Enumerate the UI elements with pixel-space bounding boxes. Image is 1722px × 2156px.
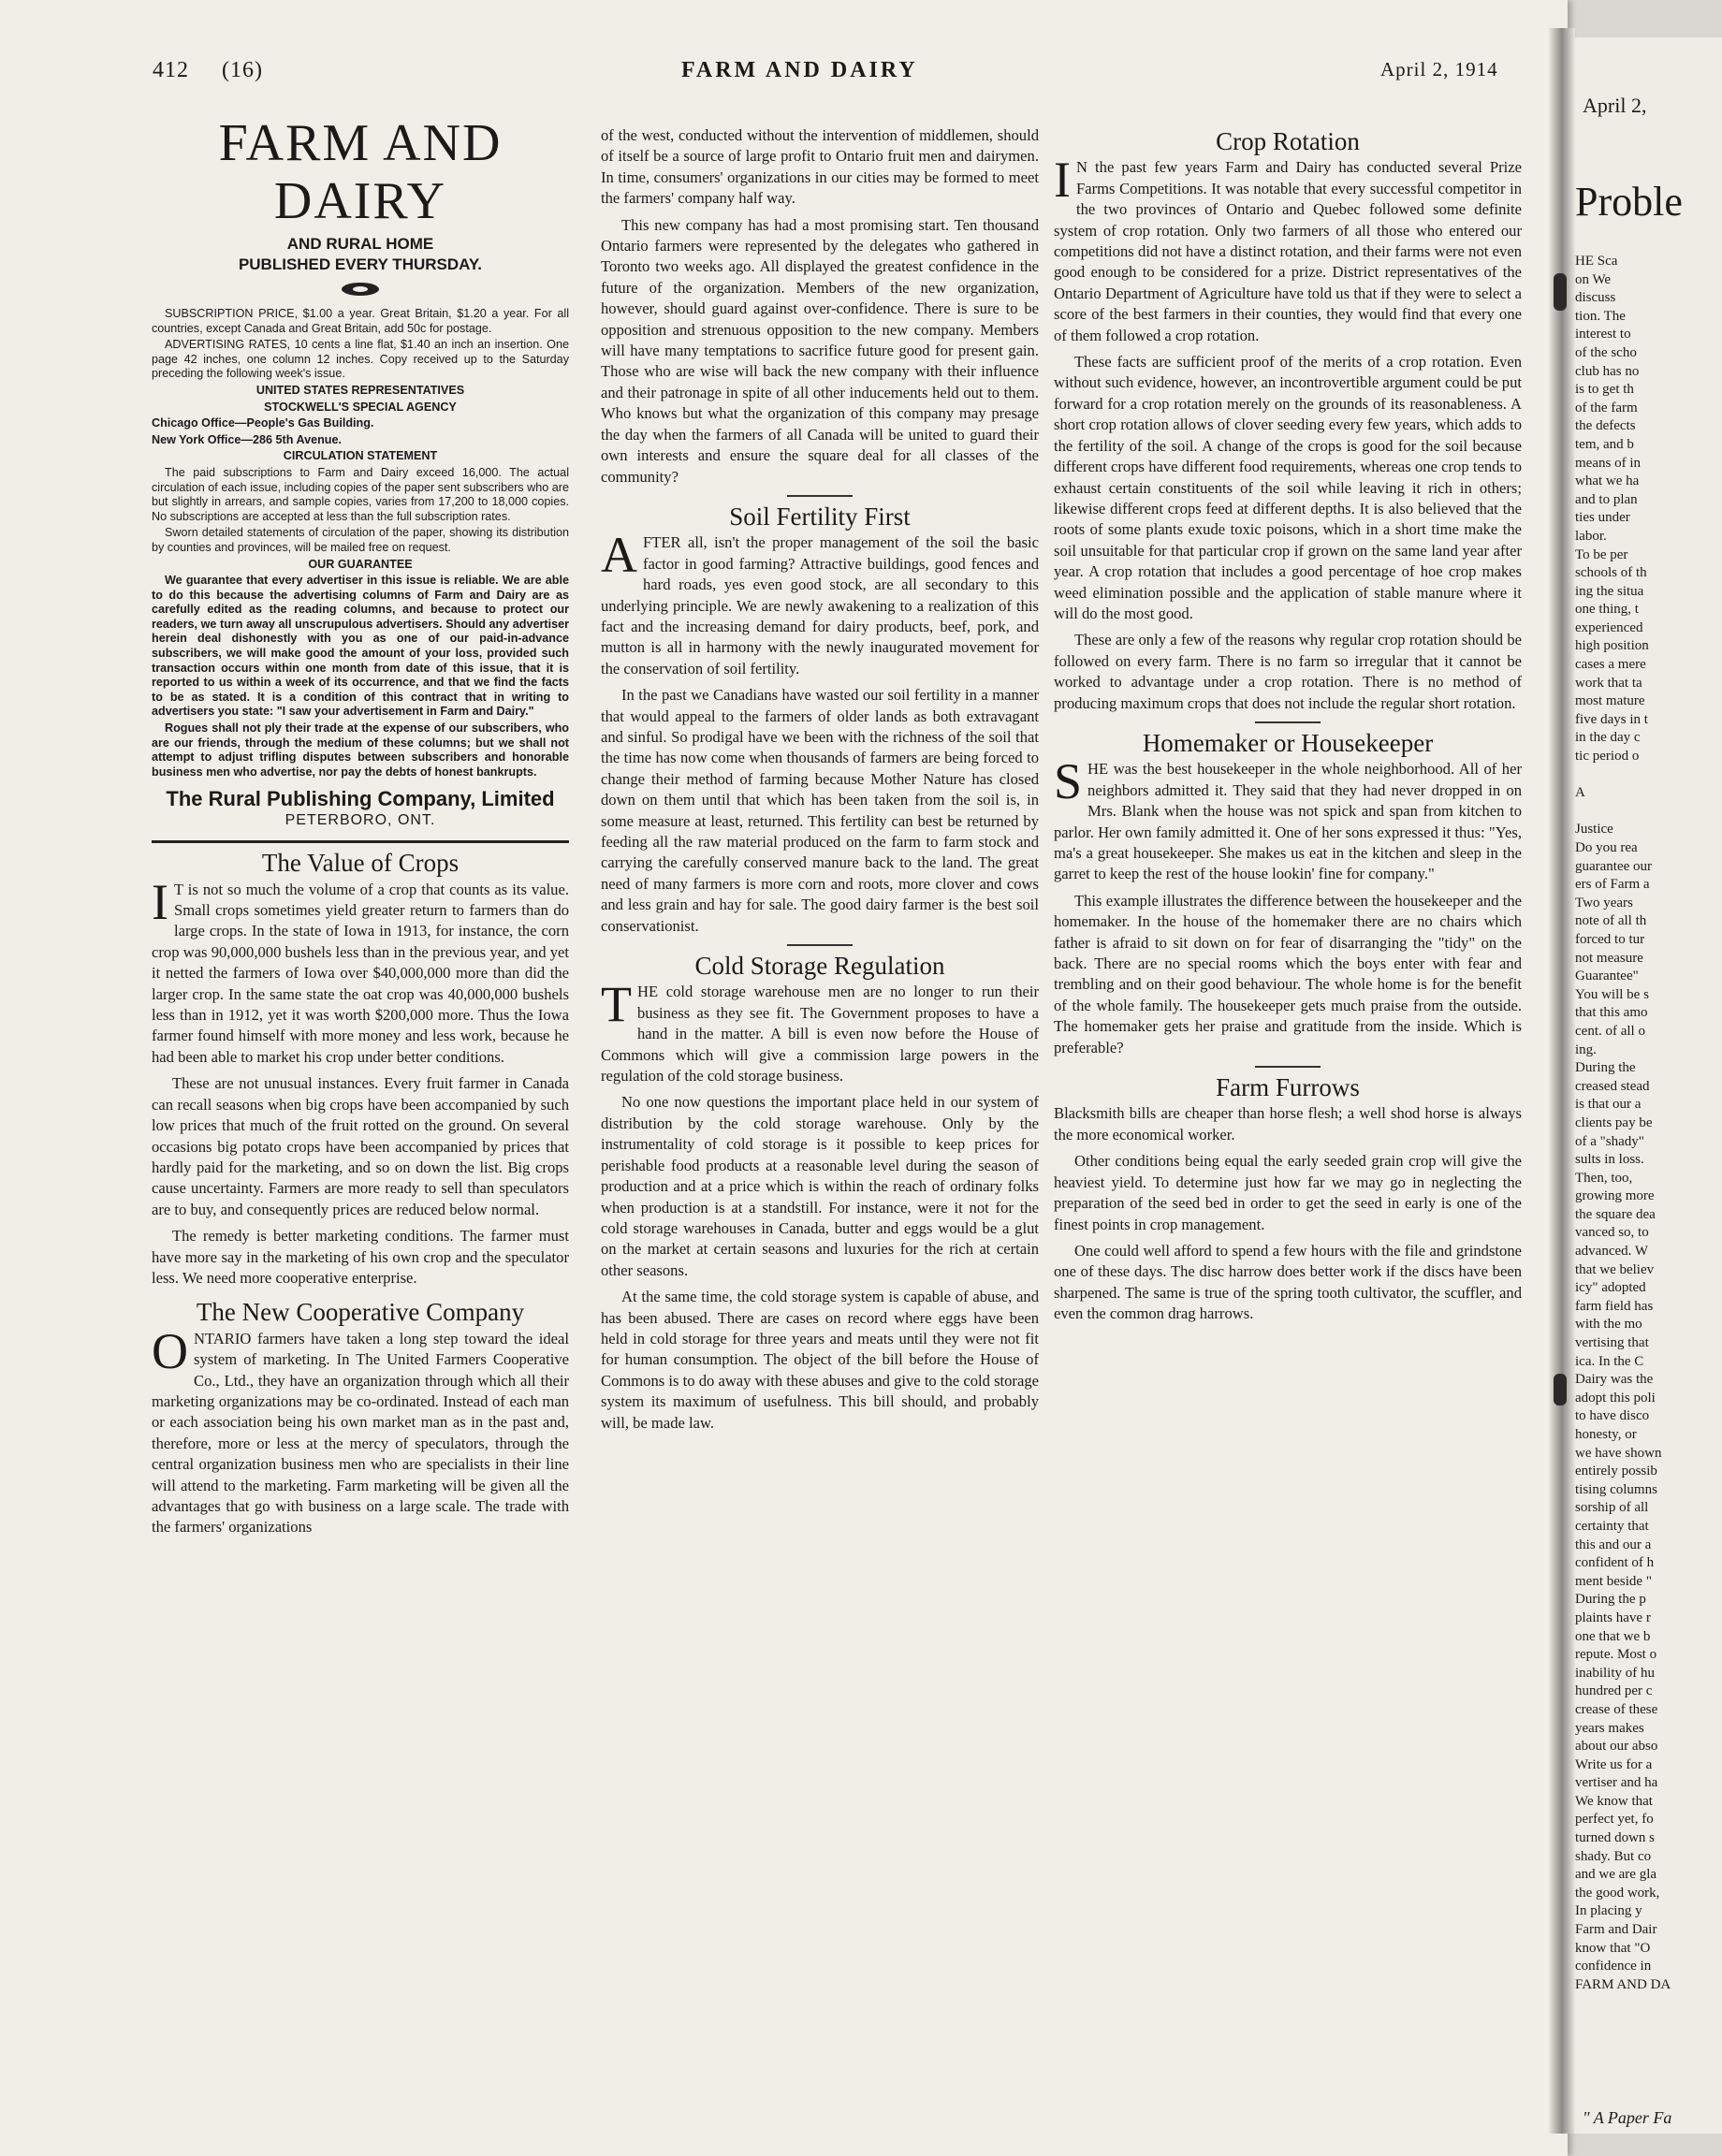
- adjacent-page-line: with the mo: [1575, 1317, 1642, 1333]
- us-rep-agency: STOCKWELL'S SPECIAL AGENCY: [264, 400, 457, 414]
- adjacent-page-line: ties under: [1575, 510, 1630, 526]
- circulation-text: The paid subscriptions to Farm and Dairy exceed 16,000. The actual circulation of each issue, including copies of the paper sent subscribers who are but slightly in arrears, and sample copies, varies from 17,200 to 18,000 copies. No subscriptions are accepted at less than the full subscription rates.: [152, 465, 569, 523]
- article-paragraph: ONTARIO farmers have taken a long step toward the ideal system of marketing. In The United Farmers Cooperative Co., Ltd., they have an organization through which all their marketing organizations may be co-ordinated. Instead of each man or each association being his own market man as in the past and, therefore, more or less at the mercy of speculators, through the central organization business men who are specialists in their line will attend to the marketing. Farm marketing will be given all the advantages that go with business on a large scale. The trade with the farmers' organizations: [152, 1322, 569, 1537]
- drop-cap: I: [1054, 152, 1071, 209]
- masthead-frequency: PUBLISHED EVERY THURSDAY.: [238, 255, 483, 273]
- divider: [1255, 721, 1321, 723]
- issue-date: April 2, 1914: [1380, 58, 1498, 80]
- adjacent-page-line: cases a mere: [1575, 657, 1646, 673]
- adjacent-page-line: vertiser and ha: [1575, 1775, 1658, 1791]
- publisher-city: PETERBORO, ONT.: [285, 811, 436, 828]
- article-paragraph: I N the past few years Farm and Dairy has conducted several Prize Farms Competitions. It was notable that every successful competitor in the two provinces of Ontario and Quebec followed some definite system of crop rotation. Only two farmers of all those who entered our competitions did not have a distinct rotation, and their farms were not even good enough to be considered for a prize. District representatives of the Ontario Department of Agriculture have told us that if they were to select a score of the best farmers in their counties, they would find that every one of them followed a crop rotation.: [1054, 152, 1522, 344]
- adjacent-page-line: we have shown: [1575, 1445, 1662, 1461]
- adjacent-page-line: discuss: [1575, 290, 1616, 306]
- adjacent-page-line: A: [1575, 785, 1585, 801]
- adjacent-page-line: adopt this poli: [1575, 1390, 1656, 1406]
- adjacent-page-line: HE Sca: [1575, 254, 1618, 269]
- article-paragraph: of the west, conducted without the intervention of middlemen, should of itself be a source of large profit to Ontario fruit men and dairymen. In time, consumers' organizations in our cities may be formed to meet the farmers' company half way.: [601, 126, 1039, 208]
- adjacent-page-line: that we believ: [1575, 1261, 1655, 1277]
- adjacent-page-footer: " A Paper Fa: [1583, 2108, 1672, 2127]
- adjacent-page-line: honesty, or: [1575, 1427, 1637, 1442]
- adjacent-page-line: Write us for a: [1575, 1756, 1653, 1772]
- adjacent-page-line: is that our a: [1575, 1097, 1642, 1113]
- article-paragraph: Other conditions being equal the early seeded grain crop will give the heaviest yield. To determine just how far we may go in neglecting the preparation of the seed bed in order to get the seed in early is one of the finest points in crop management.: [1054, 1152, 1522, 1233]
- adjacent-page-line: sorship of all: [1575, 1500, 1649, 1516]
- adjacent-page-line: certainty that: [1575, 1518, 1649, 1534]
- adjacent-page-line: Two years: [1575, 895, 1633, 910]
- adjacent-page-line: We know that: [1575, 1793, 1653, 1809]
- adjacent-page-line: interest to: [1575, 327, 1631, 342]
- article-title: Cold Storage Regulation: [694, 952, 945, 981]
- article-title: Farm Furrows: [1216, 1073, 1360, 1102]
- article-title: Crop Rotation: [1216, 127, 1360, 155]
- adjacent-page-line: cent. of all o: [1575, 1023, 1645, 1039]
- adjacent-page-line: Then, too,: [1575, 1170, 1633, 1186]
- adjacent-page-line: Dairy was the: [1575, 1372, 1654, 1388]
- drop-cap: A: [601, 527, 637, 584]
- article-paragraph: The remedy is better marketing conditions. The farmer must have more say in the marketing of his own crop and the speculator less. We need more cooperative enterprise.: [152, 1227, 569, 1287]
- article-title: The Value of Crops: [261, 849, 460, 878]
- circulation-heading: CIRCULATION STATEMENT: [283, 449, 438, 463]
- adjacent-page-title: Proble: [1575, 179, 1683, 225]
- divider: [1255, 1066, 1321, 1068]
- article-paragraph: One could well afford to spend a few hours with the file and grindstone one of these days. The disc harrow does better work if the discs have been sharpened. The same is true of the spring tooth cultivator, the scuffler, and even the common drag harrows.: [1054, 1241, 1522, 1323]
- us-rep-heading: UNITED STATES REPRESENTATIVES: [255, 383, 465, 397]
- adjacent-page-line: is to get th: [1575, 382, 1634, 398]
- adjacent-page-line: ica. In the C: [1575, 1353, 1644, 1369]
- adjacent-page-line: icy" adopted: [1575, 1280, 1646, 1296]
- adjacent-page-line: [1575, 766, 1722, 785]
- masthead-details: [152, 307, 569, 779]
- us-rep-chicago: Chicago Office—People's Gas Building.: [152, 416, 374, 430]
- adjacent-page-line: one that we b: [1575, 1628, 1651, 1644]
- article-paragraph: These facts are sufficient proof of the merits of a crop rotation. Even without such evidence, however, an incontrovertible argument could be put forward for a crop rotation merely on the grounds of its reasonableness. A short crop rotation allows of clover seeding every few years, which adds to the fertility of the soil. A change of the crops is good for the soil because different crops have different food requirements, whereas one crop tends to exhaust certain constituents of the soil while leaving it rich in others; likewise different crops feed at different depths. It is also believed that the roots of some plants exude toxic poisons, which in a short time make the soil unsuitable for that particular crop if grown on the same land year after year. A crop rotation that includes a good percentage of hoe crop makes weed elimination possible and the application of stable manure where it will do the most good.: [1054, 353, 1522, 622]
- adjacent-page-line: one thing, t: [1575, 602, 1639, 618]
- article-paragraph: I T is not so much the volume of a crop that counts as its value. Small crops sometimes yield greater return to farmers than do large crops. In the state of Iowa in 1913, for instance, the corn crop was 90,000,000 bushels less than in the previous year, and yet it netted the farmers of Iowa over $40,000,000 more than did the larger crop. In the same state the oat crop was 40,000,000 bushels less than in 1912, yet it was worth $200,000 more. Thus the Iowa farmer found himself with more money and less work, because he had been able to market his crop under better conditions.: [152, 873, 569, 1066]
- divider: [787, 495, 853, 497]
- adjacent-page-line: inability of hu: [1575, 1665, 1655, 1681]
- ornament-icon: [340, 281, 381, 298]
- guarantee-heading: OUR GUARANTEE: [308, 557, 413, 571]
- column-2: [601, 125, 1039, 1439]
- adjacent-page-line: confidence in: [1575, 1959, 1652, 1974]
- adjacent-page-line: tic period o: [1575, 749, 1640, 765]
- adjacent-page-line: repute. Most o: [1575, 1647, 1657, 1663]
- adjacent-page-line: experienced: [1575, 619, 1643, 635]
- adjacent-page-line: the square dea: [1575, 1206, 1656, 1222]
- adjacent-page-line: clients pay be: [1575, 1114, 1653, 1130]
- adjacent-page-line: perfect yet, fo: [1575, 1812, 1654, 1828]
- adjacent-page-line: FARM AND DA: [1575, 1976, 1671, 1992]
- adjacent-page-line: growing more: [1575, 1188, 1655, 1204]
- adjacent-page-line: plaints have r: [1575, 1610, 1651, 1625]
- adjacent-page-line: entirely possib: [1575, 1464, 1657, 1479]
- guarantee-text: Rogues shall not ply their trade at the expense of our subscribers, who are our friends, through the medium of these columns; but we shall not attempt to adjust trifling disputes between subscribers and honorable business men who advertise, nor pay the debts of honest bankrupts.: [152, 721, 569, 779]
- adjacent-page-line: During the: [1575, 1060, 1636, 1076]
- adjacent-page-line: what we ha: [1575, 473, 1640, 489]
- adjacent-page-line: Farm and Dair: [1575, 1922, 1657, 1938]
- subscription-text: SUBSCRIPTION PRICE, $1.00 a year. Great Britain, $1.20 a year. For all countries, except Canada and Great Britain, add 50c for postage.: [152, 307, 569, 335]
- adjacent-page-line: the good work,: [1575, 1885, 1660, 1901]
- article-title: Soil Fertility First: [729, 502, 911, 531]
- article-paragraph: SHE was the best housekeeper in the whole neighborhood. All of her neighbors admitted it. They said that they had never dropped in on Mrs. Blank when the house was not spick and span from kitchen to parlor. Her own family admitted it. One of her sons expressed it thus: "Yes, ma's a great housekeeper. She makes us eat in the kitchen and sleep in the garret to keep the rest of the house lookin' fine for company.": [1054, 753, 1522, 883]
- adjacent-page-line: ing the situa: [1575, 583, 1644, 599]
- adjacent-page-line: [1575, 803, 1722, 822]
- adjacent-page-line: confident of h: [1575, 1555, 1655, 1571]
- masthead-subtitle: AND RURAL HOME: [286, 235, 434, 253]
- article-paragraph: No one now questions the important place held in our system of distribution by the cold storage warehouse. Only by the instrumentality of cold storage is it possible to keep prices for perishable food products at a reasonable level during the season of production and at a price which is within the reach of ordinary folks when production is at a standstill. For instance, were it not for the cold storage warehouses in Canada, butter and eggs would be a glut on the market at certain seasons and luxuries for the rich at certain other seasons.: [601, 1093, 1039, 1279]
- adjacent-page-line: tising columns: [1575, 1481, 1657, 1497]
- drop-cap: O: [152, 1322, 188, 1379]
- adjacent-page-line: five days in t: [1575, 711, 1648, 727]
- adjacent-page-line: During the p: [1575, 1592, 1646, 1608]
- adjacent-page-line: club has no: [1575, 363, 1640, 379]
- article-paragraph: AFTER all, isn't the proper management of the soil the basic factor in good farming? Attractive buildings, good fences and hard roads, yes even good stock, are all secondary to this underlying principle. We are newly awakening to a realization of this fact and the increasing demand for dairy products, beef, pork, and mutton is all in harmony with the newly inaugurated movement for the conservation of soil fertility.: [601, 527, 1039, 677]
- adjacent-page-line: vanced so, to: [1575, 1225, 1649, 1241]
- adjacent-page-line: not measure: [1575, 950, 1643, 966]
- adjacent-page-line: Justice: [1575, 822, 1613, 838]
- adjacent-page-line: and we are gla: [1575, 1867, 1657, 1883]
- adjacent-page-line: ment beside ": [1575, 1573, 1652, 1589]
- adjacent-page-line: To be per: [1575, 546, 1628, 562]
- adjacent-page-line: that this amo: [1575, 1005, 1648, 1021]
- adjacent-page-line: Guarantee": [1575, 969, 1639, 984]
- adjacent-page-line: guarantee our: [1575, 858, 1653, 874]
- adjacent-page-line: years makes: [1575, 1720, 1644, 1736]
- adjacent-page-line: this and our a: [1575, 1537, 1652, 1552]
- drop-cap: S: [1054, 753, 1083, 810]
- adjacent-page-text: [1575, 253, 1722, 1994]
- adjacent-page-line: advanced. W: [1575, 1244, 1649, 1260]
- article-paragraph: In the past we Canadians have wasted our soil fertility in a manner that would appeal to the farmers of older lands as both extravagant and sinful. So prodigal have we been with the richness of the soil that the time has now come when thousands of farmers are being forced to change their method of farming because Mother Nature has closed down on them until that which has been taken from the soil is, in some measure at least, returned. This fertility can best be returned by feeding all the raw material produced on the farm to farm stock and carrying the carefully conserved manure back to the land. The great need of many farmers is more corn and roots, more clover and cows and less grain and hay for sale. The good dairy farmer is the best soil conservationist.: [601, 686, 1039, 935]
- adjacent-page-fragment: [1575, 37, 1722, 2134]
- publication-name: FARM AND DAIRY: [681, 58, 918, 82]
- adjacent-page-line: of the scho: [1575, 344, 1637, 360]
- column-1: [152, 114, 569, 1544]
- article-paragraph: These are not unusual instances. Every fruit farmer in Canada can recall seasons when big crops have been accompanied by such low prices that much of the fruit rotted on the ground. On several occasions big potato crops have been accompanied by prices that hardly paid for the marketing, and so on down the list. Big crops cause uncertainty. Farmers are more ready to sell than speculators are to buy, and consequently prices are reduced below normal.: [152, 1074, 569, 1218]
- adjacent-page-line: In placing y: [1575, 1903, 1642, 1919]
- adjacent-page-line: work that ta: [1575, 675, 1642, 691]
- adjacent-page-line: tem, and b: [1575, 436, 1634, 452]
- drop-cap: I: [152, 873, 168, 930]
- adjacent-page-line: crease of these: [1575, 1701, 1658, 1717]
- adjacent-page-line: schools of th: [1575, 565, 1647, 581]
- article-paragraph: These are only a few of the reasons why regular crop rotation should be followed on every farm. There is no farm so irregular that it cannot be worked to advantage under a crop rotation. There is no method of producing maximum crops that does not include the regular short rotation.: [1054, 631, 1522, 712]
- binding-clip: [1554, 1374, 1567, 1406]
- adjacent-page-line: hundred per c: [1575, 1683, 1653, 1699]
- advertising-text: ADVERTISING RATES, 10 cents a line flat, $1.40 an inch an insertion. One page 42 inches, one column 12 inches. Copy received up to the Saturday preceding the following week's issue.: [152, 338, 569, 381]
- divider: [787, 944, 853, 946]
- adjacent-page-line: know that "O: [1575, 1940, 1651, 1956]
- article-title: Homemaker or Housekeeper: [1142, 728, 1434, 757]
- binding-gutter: [1549, 28, 1575, 2134]
- adjacent-page-line: vertising that: [1575, 1335, 1649, 1351]
- adjacent-page-line: in the day c: [1575, 730, 1641, 746]
- article-paragraph: THE cold storage warehouse men are no longer to run their business as they see fit. The Government proposes to have a hand in the matter. A bill is even now before the House of Commons which will give a commission large powers in the regulation of the cold storage business.: [601, 976, 1039, 1085]
- adjacent-page-line: high position: [1575, 638, 1649, 654]
- column-3: [1054, 127, 1522, 1331]
- adjacent-page-line: the defects: [1575, 418, 1636, 434]
- adjacent-page-line: to have disco: [1575, 1408, 1650, 1424]
- binding-clip: [1554, 273, 1567, 311]
- adjacent-page-line: shady. But co: [1575, 1848, 1652, 1864]
- adjacent-page-date: April 2,: [1583, 94, 1647, 117]
- publisher-name: The Rural Publishing Company, Limited: [166, 787, 555, 811]
- article-paragraph: At the same time, the cold storage system is capable of abuse, and has been abused. There are cases on record where eggs have been held in cold storage for three years and meats until they were not fit for human consumption. The object of the bill before the House of Commons is to do away with these abuses and give to the cold storage system its maximum of usefulness. This bill should, and probably will, be made law.: [601, 1288, 1039, 1432]
- adjacent-page-line: You will be s: [1575, 986, 1649, 1002]
- adjacent-page-line: about our abso: [1575, 1739, 1658, 1755]
- adjacent-page-line: of the farm: [1575, 400, 1638, 415]
- masthead-title: FARM AND DAIRY: [218, 114, 503, 230]
- adjacent-page-line: farm field has: [1575, 1298, 1654, 1314]
- guarantee-text: We guarantee that every advertiser in this issue is reliable. We are able to do this because the advertising columns of Farm and Dairy are as carefully edited as the reading columns, and because to protect our readers, we turn away all unscrupulous advertisers. Should any advertiser herein deal dishonestly with you as one of our paid-in-advance subscribers, we will make good the amount of your loss, provided such transaction occurs within one month from date of this issue, that it is reported to us within a week of its occurrence, and that we find the facts to be as stated. It is a condition of this contract that in writing to advertisers you state: "I saw your advertisement in Farm and Dairy.": [152, 574, 569, 719]
- adjacent-page-line: sults in loss.: [1575, 1152, 1644, 1168]
- adjacent-page-line: creased stead: [1575, 1078, 1650, 1094]
- adjacent-page-line: and to plan: [1575, 491, 1638, 507]
- article-title: The New Cooperative Company: [196, 1298, 525, 1327]
- circulation-text: Sworn detailed statements of circulation of the paper, showing its distribution by counties and provinces, will be mailed free on request.: [152, 526, 569, 554]
- adjacent-page-line: ing.: [1575, 1042, 1597, 1057]
- adjacent-page-line: most mature: [1575, 693, 1645, 709]
- article-paragraph: This example illustrates the difference between the housekeeper and the homemaker. In the house of the homemaker there are no chairs which father is afraid to sit down on for fear of disarranging the "tidy" on the back. There are no special rooms which the boys enter with fear and trembling and on their good behaviour. The whole home is for the benefit of the whole family. The housekeeper gets much praise from the outside. The homemaker gets her praise and gratitude from the inside. Which is preferable?: [1054, 891, 1522, 1056]
- article-paragraph: Blacksmith bills are cheaper than horse flesh; a well shod horse is always the more economical worker.: [1054, 1104, 1522, 1144]
- adjacent-page-line: labor.: [1575, 528, 1607, 544]
- adjacent-page-line: on We: [1575, 271, 1612, 287]
- adjacent-page-line: forced to tur: [1575, 931, 1645, 947]
- adjacent-page-line: note of all th: [1575, 913, 1647, 929]
- adjacent-page-line: means of in: [1575, 455, 1641, 471]
- adjacent-page-line: tion. The: [1575, 308, 1626, 324]
- page-number: 412 (16): [153, 58, 263, 82]
- drop-cap: T: [601, 976, 632, 1033]
- divider: [152, 840, 569, 843]
- article-paragraph: This new company has had a most promising start. Ten thousand Ontario farmers were represented by the delegates who gathered in Toronto two weeks ago. All displayed the greatest confidence in the future of the organization. Members of the new organization, however, should guard against over-confidence. There is sure to be opposition and strenuous opposition to the new company. Members will have many temptations to sacrifice future good for present gain. Those who are wise will back the new company with their influence and their patronage in spite of all other inducements held out to them. Who knows but what the organization of this company may presage the day when the farmers of all Canada will be united to guard their own interests and ensure the square deal for all classes of the community?: [601, 215, 1039, 486]
- adjacent-page-line: of a "shady": [1575, 1133, 1644, 1149]
- adjacent-page-line: Do you rea: [1575, 840, 1638, 855]
- adjacent-page-line: turned down s: [1575, 1830, 1655, 1846]
- us-rep-newyork: New York Office—286 5th Avenue.: [152, 432, 342, 446]
- adjacent-page-line: ers of Farm a: [1575, 877, 1650, 893]
